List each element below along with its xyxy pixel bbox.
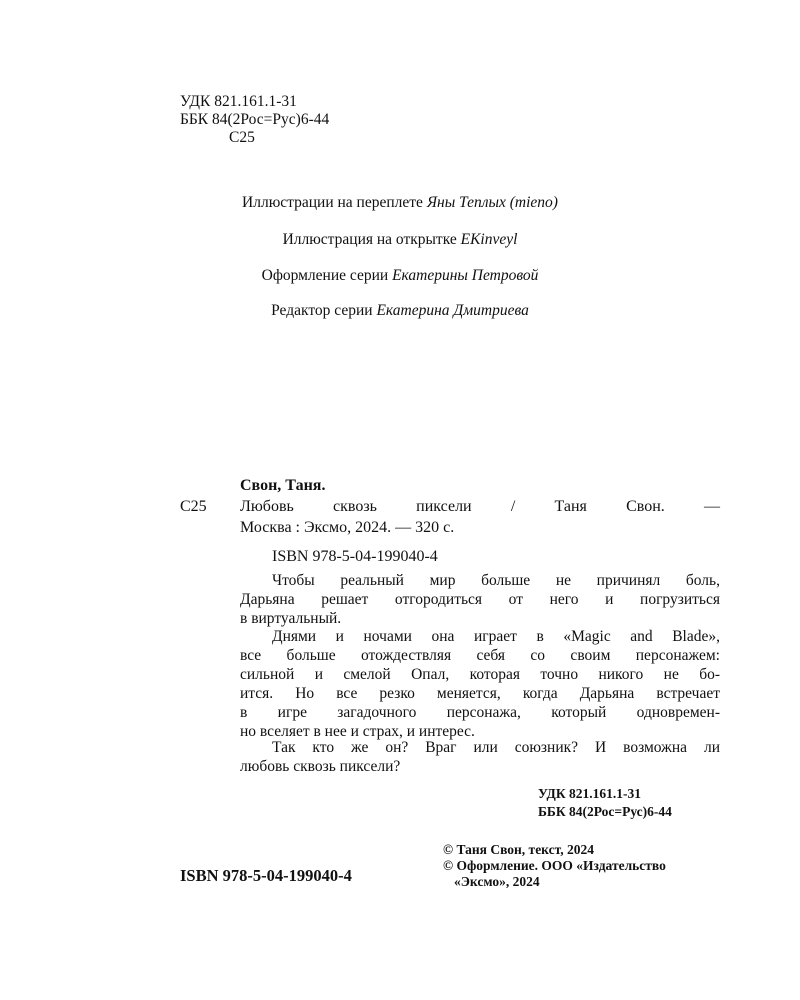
annotation-paragraph-3 (240, 738, 720, 776)
credit-name: Екатерины Петровой (392, 267, 539, 284)
record-code: С25 (180, 498, 207, 515)
annotation-line: но вселяет в нее и страх, и интерес. (240, 723, 475, 740)
annotation-paragraph-2 (240, 627, 720, 741)
credit-label: Иллюстрации на переплете (242, 194, 423, 211)
credit-label: Редактор серии (271, 302, 373, 319)
credit-label: Иллюстрация на открытке (282, 231, 457, 248)
credit-card-illustration (0, 231, 800, 249)
credit-name: Яны Теплых (mieno) (426, 194, 558, 211)
copyright-line: © Оформление. ООО «Издательство (443, 858, 666, 873)
annotation-line: сильной и смелой Опал, которая точно никого не бо- (240, 666, 720, 683)
annotation-line: в игре загадочного персонажа, который одновремен- (240, 704, 720, 721)
bottom-isbn: ISBN 978-5-04-199040-4 (180, 866, 352, 885)
author-mark: С25 (229, 129, 255, 146)
credit-label: Оформление серии (261, 267, 389, 284)
credit-name: Екатерина Дмитриева (376, 302, 529, 319)
credit-series-editor (0, 302, 800, 320)
annotation-line: ится. Но все резко меняется, когда Дарьяна встречает (240, 685, 720, 702)
record-author: Свон, Таня. (240, 477, 326, 494)
annotation-line: Днями и ночами она играет в «Magic and Blade», (272, 628, 720, 645)
bbk-code: ББК 84(2Рос=Рус)6-44 (180, 111, 330, 128)
record-title-line2: Москва : Эксмо, 2024. — 320 с. (240, 519, 455, 536)
annotation-paragraph-1 (240, 571, 720, 628)
credit-cover-illustrations (0, 194, 800, 212)
annotation-line: в виртуальный. (240, 610, 342, 627)
udk-code: УДК 821.161.1-31 (180, 93, 297, 110)
credit-name: EKinveyl (460, 231, 518, 248)
annotation-line: Чтобы реальный мир больше не причинял боль, (272, 572, 720, 589)
annotation-line: любовь сквозь пиксели? (240, 758, 401, 775)
annotation-line: Дарьяна решает отгородиться от него и погрузиться (240, 591, 720, 608)
credit-series-design (0, 267, 800, 285)
record-title-line1: Любовь сквозь пиксели / Таня Свон. — (240, 498, 720, 515)
footer-udk-code: УДК 821.161.1-31 (538, 786, 641, 801)
annotation-line: Так кто же он? Враг или союзник? И возможна ли (272, 739, 720, 756)
copyright-line: © Таня Свон, текст, 2024 (443, 842, 594, 857)
annotation-line: все больше отождествляя себя со своим персонажем: (240, 647, 720, 664)
record-isbn: ISBN 978-5-04-199040-4 (272, 548, 438, 565)
copyright-line: «Эксмо», 2024 (454, 874, 540, 889)
footer-bbk-code: ББК 84(2Рос=Рус)6-44 (538, 804, 672, 819)
